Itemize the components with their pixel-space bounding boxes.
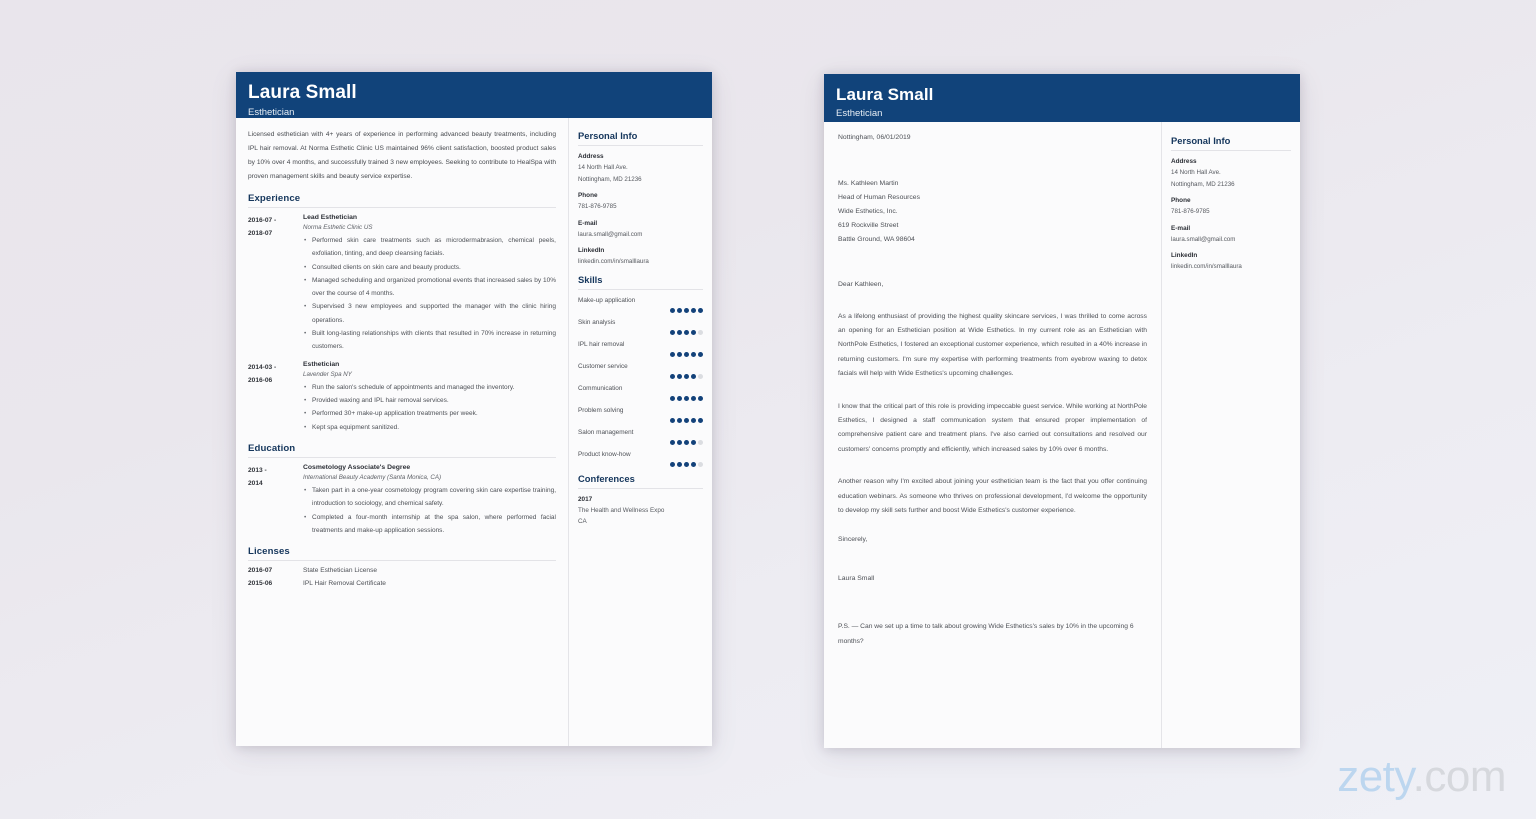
rating-dot-filled [677,462,682,467]
experience-detail [303,361,556,434]
section-divider [248,457,556,458]
section-divider [248,207,556,208]
skill-rating [578,462,703,467]
rating-dot-filled [670,352,675,357]
cover-letter-paragraph: As a lifelong enthusiast of providing the highest quality skincare services, I was thrilled to come across an opening for an Esthetician position at Wide Esthetics. In my current role as an Esthetician with NorthPole Esthetics, I fostered an exceptional customer experience, which resulted in a 40% increase in returning customers. I'm sure my expertise with performing treatments from eyebrow waxing to detox facials will help with Wide Esthetics's upcoming challenges. [838,312,1147,378]
rating-dot-filled [684,308,689,313]
skill-rating [578,330,703,335]
date-to: 2018-07 [248,229,273,237]
rating-dot-empty [698,374,703,379]
employer-name: Lavender Spa NY [303,370,352,378]
resume-sidebar [569,118,712,746]
rating-dot-empty [698,330,703,335]
experience-dates [248,214,303,354]
skill-name: IPL hair removal [578,341,625,349]
experience-dates [248,361,303,434]
bullet-item: • Consulted clients on skin care and beauty products. [303,261,556,274]
experience-detail [303,214,556,354]
conference-item [578,496,703,527]
date-to: 2014 [248,479,263,487]
rating-dot-empty [698,462,703,467]
date-to: 2016-06 [248,376,273,384]
rating-dot-filled [691,396,696,401]
bullet-item: • Supervised 3 new employees and supported the manager with the clinic hiring operations. [303,300,556,327]
postscript: P.S. — Can we set up a time to talk about growing Wide Esthetics's sales by 10% in the upcoming 6 months? [838,623,1134,645]
recipient-city: Battle Ground, WA 98604 [838,235,915,243]
rating-dot-filled [677,374,682,379]
rating-dot-empty [698,440,703,445]
watermark-brand: zety [1337,752,1413,801]
cover-letter-body [824,122,1300,748]
skill-rating [578,396,703,401]
rating-dot-filled [670,396,675,401]
sidebar-title-skills: Skills [578,274,603,286]
phone-label: Phone [578,192,598,200]
rating-dot-filled [670,308,675,313]
conference-year: 2017 [578,496,593,504]
education-dates [248,464,303,537]
license-date: 2016-07 [248,567,273,575]
address-line-2: Nottingham, MD 21236 [1171,181,1235,189]
job-bullets [303,381,556,434]
sidebar-divider [1171,150,1291,151]
education-entry [248,464,556,537]
rating-dot-filled [684,440,689,445]
conference-location: CA [578,517,587,525]
phone-group [1171,197,1291,217]
rating-dot-filled [684,396,689,401]
rating-dot-filled [684,330,689,335]
rating-dot-filled [698,418,703,423]
email-value[interactable]: laura.small@gmail.com [578,230,643,238]
section-title-experience: Experience [248,192,301,204]
address-line-2: Nottingham, MD 21236 [578,176,642,184]
linkedin-group [578,247,703,267]
address-group [578,153,703,185]
skill-name: Make-up application [578,297,636,305]
school-name: International Beauty Academy (Santa Monica, CA) [303,473,442,481]
date-from: 2016-07 - [248,216,277,224]
bullet-item: • Performed 30+ make-up application treatments per week. [303,407,556,420]
email-group [578,220,703,240]
phone-label: Phone [1171,197,1191,205]
bullet-item: • Kept spa equipment sanitized. [303,421,556,434]
bullet-item: • Taken part in a one-year cosmetology program covering skin care expertise training, introduction to sociology, and chemical safety. [303,484,556,511]
recipient-name: Ms. Kathleen Martin [838,180,899,187]
email-value[interactable]: laura.small@gmail.com [1171,235,1236,243]
license-name: IPL Hair Removal Certificate [303,580,386,588]
skill-item [578,363,703,379]
skill-rating [578,352,703,357]
skill-item [578,297,703,313]
skill-rating [578,418,703,423]
cover-letter-paragraph: I know that the critical part of this role is providing impeccable guest service. While working at NorthPole Esthetics, I designed a staff communication system that ensured proper implementation of comprehensive patient care and treatment plans. I've also carried out consultations and resolved our customers' concerns promptly and efficiently, which increased sales by 10% over 6 months. [838,402,1147,453]
skill-rating [578,440,703,445]
address-line-1: 14 North Hall Ave. [578,164,628,171]
rating-dot-filled [691,330,696,335]
resume-summary: Licensed esthetician with 4+ years of experience in performing advanced beauty treatments, including IPL hair removal. At Norma Esthetic Clinic US maintained 96% client satisfaction, boosted product sales by 10% over 4 months, and successfully trained 3 new employees. Seeking to contribute to HealSpa with proven management skills and beauty service expertise. [248,131,556,180]
email-label: E-mail [1171,224,1191,232]
education-detail [303,464,556,537]
skill-name: Skin analysis [578,319,616,327]
phone-value[interactable]: 781-876-9785 [1171,208,1210,216]
cover-letter-paragraph: Another reason why I'm excited about joining your esthetician team is the fact that you offer continuing education webinars. As someone who thrives on professional development, I'd welcome the opportunity to develop my skill sets further and boost Wide Esthetics's customer experience. [838,478,1147,515]
linkedin-value[interactable]: linkedin.com/in/smalllaura [1171,262,1242,270]
bullet-item: • Built long-lasting relationships with clients that resulted in 70% increase in returning customers. [303,327,556,354]
rating-dot-filled [698,396,703,401]
rating-dot-filled [698,352,703,357]
skill-name: Product know-how [578,451,631,459]
linkedin-group [1171,252,1291,272]
section-divider [248,560,556,561]
bullet-item: • Completed a four-month internship at the spa salon, where performed facial treatments and make-up application sessions. [303,511,556,538]
skill-rating [578,374,703,379]
signoff: Sincerely, [838,536,868,544]
job-title: Lead Esthetician [303,213,358,221]
sidebar-title-personal-info: Personal Info [578,130,638,141]
rating-dot-filled [691,418,696,423]
rating-dot-filled [677,308,682,313]
rating-dot-filled [677,352,682,357]
rating-dot-filled [670,440,675,445]
rating-dot-filled [691,462,696,467]
bullet-item: • Run the salon's schedule of appointments and managed the inventory. [303,381,556,394]
linkedin-value[interactable]: linkedin.com/in/smalllaura [578,257,649,265]
skill-name: Problem solving [578,407,624,415]
experience-entry [248,214,556,354]
sidebar-title-personal-info: Personal Info [1171,135,1231,146]
linkedin-label: LinkedIn [578,246,605,254]
rating-dot-filled [670,374,675,379]
address-label: Address [1171,158,1197,165]
cover-letter-document[interactable] [824,74,1300,748]
section-title-licenses: Licenses [248,546,290,558]
rating-dot-filled [670,462,675,467]
email-label: E-mail [578,219,598,227]
skill-name: Communication [578,385,623,393]
sidebar-divider [578,289,703,290]
license-row [248,580,556,587]
resume-body [236,118,712,746]
job-bullets [303,234,556,354]
skill-item [578,341,703,357]
rating-dot-filled [684,462,689,467]
cover-letter-sidebar [1162,122,1300,748]
skill-name: Salon management [578,429,634,437]
address-group [1171,158,1291,190]
skill-item [578,407,703,423]
bullet-item: • Managed scheduling and organized promotional events that increased sales by 10% over the course of 4 months. [303,274,556,301]
date-from: 2014-03 - [248,363,277,371]
employer-name: Norma Esthetic Clinic US [303,223,373,231]
linkedin-label: LinkedIn [1171,251,1198,259]
skills-list [578,297,703,467]
rating-dot-filled [684,374,689,379]
recipient-block [838,177,1147,247]
conference-name: The Health and Wellness Expo [578,507,665,515]
sidebar-divider [578,488,703,489]
rating-dot-filled [691,440,696,445]
rating-dot-filled [691,352,696,357]
cover-letter-date: Nottingham, 06/01/2019 [838,134,911,141]
license-date: 2015-06 [248,580,273,588]
rating-dot-filled [684,418,689,423]
recipient-company: Wide Esthetics, Inc. [838,207,898,215]
salutation: Dear Kathleen, [838,280,884,288]
license-name: State Esthetician License [303,567,378,575]
rating-dot-filled [670,418,675,423]
resume-candidate-name: Laura Small [248,82,357,103]
recipient-title: Head of Human Resources [838,193,920,201]
cover-letter-candidate-role: Esthetician [836,107,883,119]
phone-value[interactable]: 781-876-9785 [578,203,617,211]
rating-dot-filled [670,330,675,335]
resume-candidate-role: Esthetician [248,106,295,118]
cover-letter-main-column [824,122,1162,748]
license-row [248,567,556,574]
job-title: Esthetician [303,360,340,368]
email-group [1171,225,1291,245]
resume-document[interactable] [236,72,712,746]
rating-dot-filled [691,374,696,379]
sidebar-divider [578,145,703,146]
recipient-street: 619 Rockville Street [838,221,899,229]
sidebar-title-conferences: Conferences [578,473,635,485]
skill-rating [578,308,703,313]
skill-item [578,429,703,445]
date-from: 2013 - [248,466,267,474]
cover-letter-candidate-name: Laura Small [836,85,934,104]
rating-dot-filled [698,308,703,313]
bullet-item: • Provided waxing and IPL hair removal services. [303,394,556,407]
skill-item [578,385,703,401]
rating-dot-filled [677,418,682,423]
education-bullets [303,484,556,537]
rating-dot-filled [684,352,689,357]
rating-dot-filled [677,396,682,401]
address-label: Address [578,153,604,160]
resume-main-column [236,118,569,746]
resume-header-band [236,72,712,118]
skill-item [578,319,703,335]
watermark-tld: .com [1412,752,1506,801]
skill-name: Customer service [578,363,628,371]
rating-dot-filled [691,308,696,313]
rating-dot-filled [677,330,682,335]
rating-dot-filled [677,440,682,445]
zety-watermark [1337,752,1506,801]
signature-name: Laura Small [838,575,875,583]
bullet-item: • Performed skin care treatments such as microdermabrasion, chemical peels, exfoliation, tinting, and deep cleansing facials. [303,234,556,261]
section-title-education: Education [248,442,296,454]
cover-letter-header-band [824,74,1300,122]
address-line-1: 14 North Hall Ave. [1171,169,1221,176]
skill-item [578,451,703,467]
degree-title: Cosmetology Associate's Degree [303,463,411,471]
experience-entry [248,361,556,434]
phone-group [578,192,703,212]
